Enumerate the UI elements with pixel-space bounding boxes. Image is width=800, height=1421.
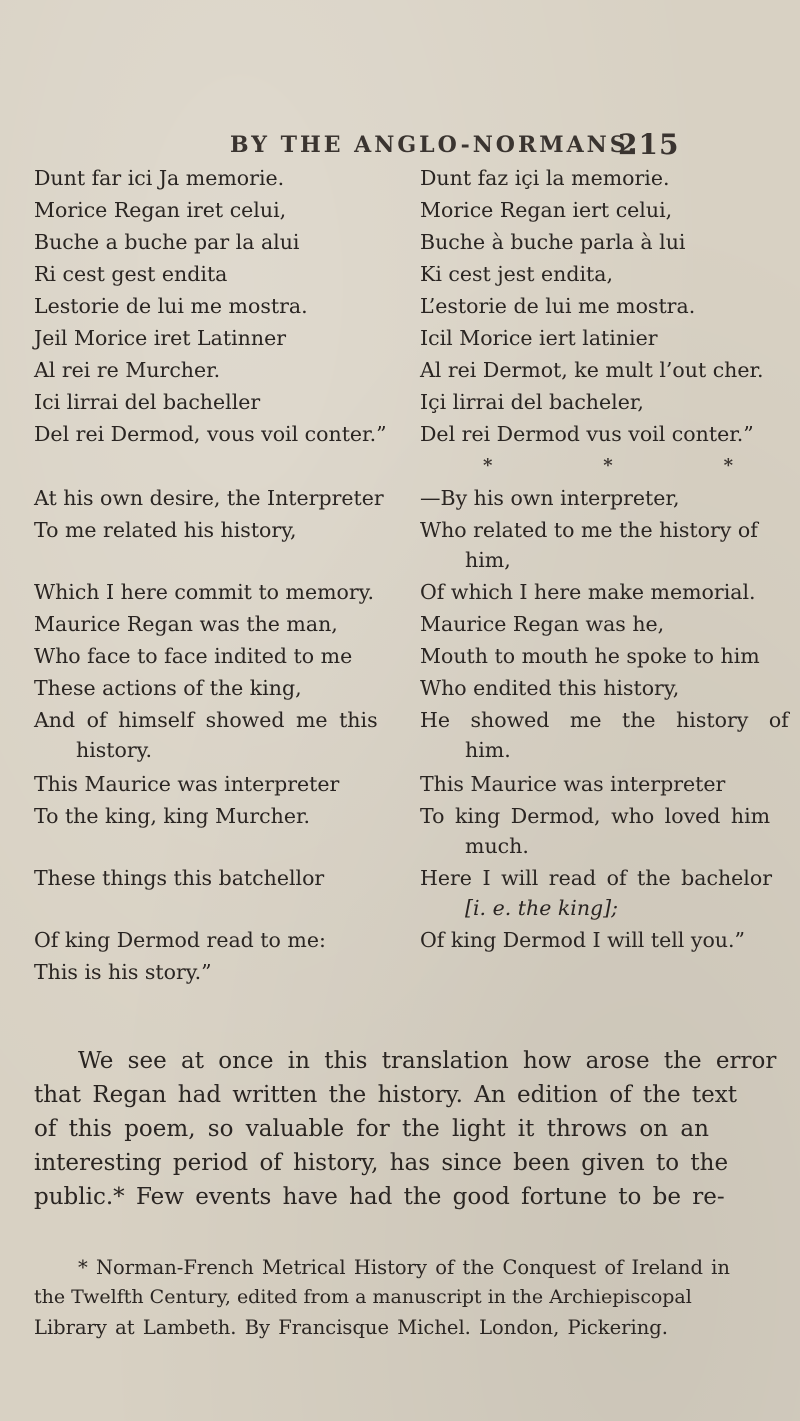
- stanza2-left-line-7: [34, 708, 378, 732]
- stanza2-right-line-3: him,: [465, 548, 511, 572]
- stanza2-left-line-5: Who face to face indited to me: [34, 644, 353, 668]
- separator-star: *: [483, 455, 493, 476]
- stanza2-right-line-2: Who related to me the history of: [420, 518, 758, 542]
- stanza1-left-line-7: Al rei re Murcher.: [34, 358, 221, 382]
- stanza1-left-line-3: Buche a buche par la alui: [34, 230, 300, 254]
- stanza1-right-line-3: Buche à buche parla à lui: [420, 230, 686, 254]
- stanza2-left-line-9: This Maurice was interpreter: [34, 772, 340, 796]
- stanza1-left-line-8: Ici lirrai del bacheller: [34, 390, 261, 414]
- stanza1-right-line-7: Al rei Dermot, ke mult l’out cher.: [420, 358, 764, 382]
- stanza2-right-line-10: This Maurice was interpreter: [420, 772, 726, 796]
- separator-star: *: [723, 455, 733, 476]
- stanza1-right-line-6: Icil Morice iert latinier: [420, 326, 658, 350]
- stanza1-right-line-1: Dunt faz içi la memorie.: [420, 166, 670, 190]
- paragraph-line-2: that Regan had written the history. An edition of the text: [34, 1082, 737, 1108]
- stanza2-right-line-6: Mouth to mouth he spoke to him: [420, 644, 760, 668]
- paragraph-line-4: interesting period of history, has since been given to the: [34, 1150, 729, 1176]
- stanza2-right-line-12: much.: [465, 834, 529, 858]
- section-separator: [483, 455, 733, 476]
- paragraph-line-5: public.* Few events have had the good fortune to be re-: [34, 1184, 725, 1210]
- stanza2-right-line-9: him.: [465, 738, 511, 762]
- stanza2-right-line-4: Of which I here make memorial.: [420, 580, 756, 604]
- stanza2-left-line-12: Of king Dermod read to me:: [34, 928, 326, 952]
- stanza2-right-line-5: Maurice Regan was he,: [420, 612, 665, 636]
- stanza1-left-line-4: Ri cest gest endita: [34, 262, 228, 286]
- stanza2-left-line-4: Maurice Regan was the man,: [34, 612, 338, 636]
- stanza2-right-line-13: Here I will read of the bachelor: [420, 866, 772, 890]
- stanza2-right-line-1: —By his own interpreter,: [420, 486, 680, 510]
- stanza2-left-line-11: These things this batchellor: [34, 866, 325, 890]
- stanza2-left-line-1: At his own desire, the Interpreter: [34, 486, 384, 510]
- stanza2-right-line-8: He showed me the history of: [420, 708, 789, 732]
- stanza2-right-line-14: [i. e. the king];: [465, 896, 619, 920]
- footnote-line-3: Library at Lambeth. By Francisque Michel. London, Pickering.: [34, 1316, 668, 1339]
- stanza1-right-line-8: Içi lirrai del bacheler,: [420, 390, 644, 414]
- stanza2-right-line-7: Who endited this history,: [420, 676, 680, 700]
- stanza1-right-line-2: Morice Regan iert celui,: [420, 198, 673, 222]
- separator-star: *: [603, 455, 613, 476]
- stanza1-left-line-2: Morice Regan iret celui,: [34, 198, 287, 222]
- stanza2-left-line-3: Which I here commit to memory.: [34, 580, 375, 604]
- stanza2-left-line-6: These actions of the king,: [34, 676, 302, 700]
- stanza1-right-line-5: L’estorie de lui me mostra.: [420, 294, 696, 318]
- stanza1-right-line-4: Ki cest jest endita,: [420, 262, 614, 286]
- stanza1-left-line-6: Jeil Morice iret Latinner: [34, 326, 287, 350]
- stanza1-left-line-5: Lestorie de lui me mostra.: [34, 294, 308, 318]
- paragraph-line-3: of this poem, so valuable for the light it throws on an: [34, 1116, 709, 1142]
- stanza1-left-line-1: Dunt far ici Ja memorie.: [34, 166, 285, 190]
- stanza2-right-line-15: Of king Dermod I will tell you.”: [420, 928, 745, 952]
- running-head: BY THE ANGLO-NORMANS.: [230, 132, 639, 158]
- stanza2-left-line-13: This is his story.”: [34, 960, 212, 984]
- stanza2-left-line-7-text: And of himself showed me this: [34, 708, 378, 732]
- stanza2-right-line-11: To king Dermod, who loved him: [420, 804, 771, 828]
- paragraph-line-1: We see at once in this translation how arose the error: [78, 1048, 777, 1074]
- footnote-line-2: the Twelfth Century, edited from a manuscript in the Archiepiscopal: [34, 1286, 692, 1308]
- stanza1-left-line-9: Del rei Dermod, vous voil conter.”: [34, 422, 387, 446]
- stanza2-left-line-10: To the king, king Murcher.: [34, 804, 311, 828]
- page-number: 215: [618, 128, 680, 161]
- stanza1-right-line-9: Del rei Dermod vus voil conter.”: [420, 422, 754, 446]
- stanza2-left-line-2: To me related his history,: [34, 518, 297, 542]
- footnote-line-1: * Norman-French Metrical History of the Conquest of Ireland in: [78, 1256, 730, 1279]
- stanza2-left-line-8: history.: [76, 738, 153, 762]
